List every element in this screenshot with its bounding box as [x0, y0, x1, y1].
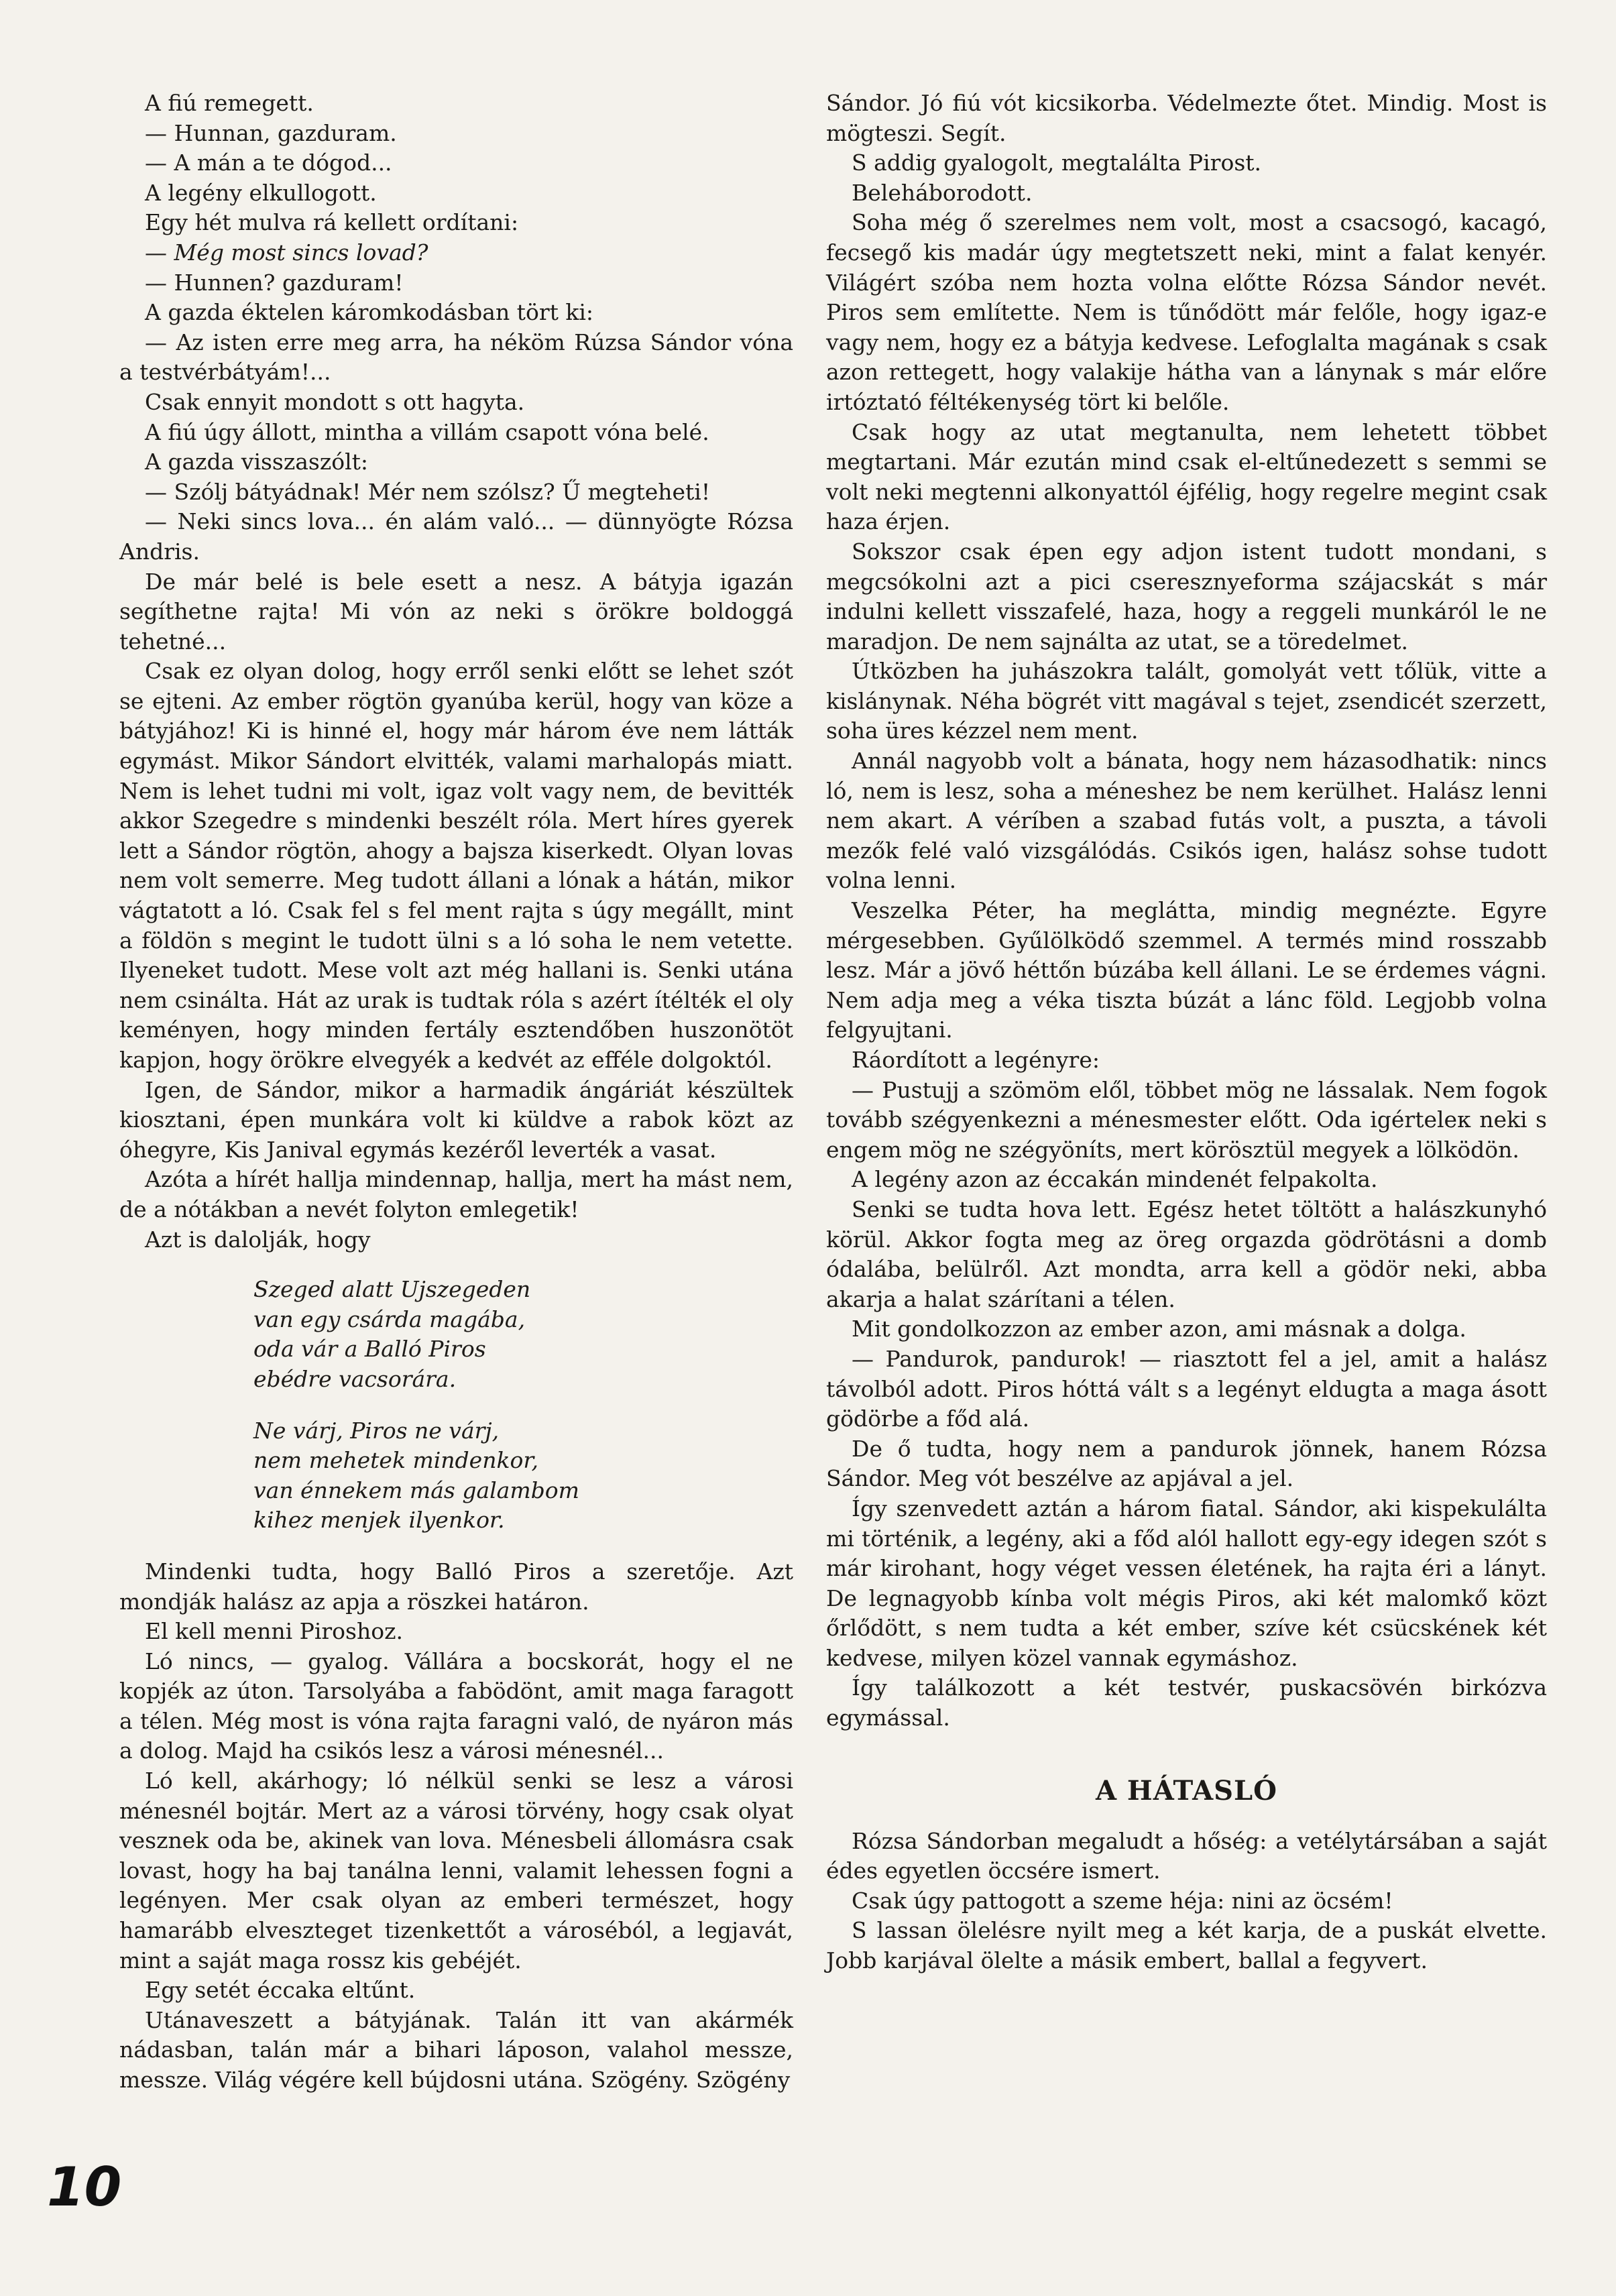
paragraph: Sándor. Jó fiú vót kicsikorba. Védelmezte őtet. Mindig. Most is mögteszi. Segít. [826, 90, 1547, 146]
poem-line: van egy csárda magába, [253, 1306, 526, 1332]
poem-line: van énnekem más galambom [253, 1477, 579, 1503]
paragraph: A gazda éktelen káromkodásban tört ki: [145, 299, 594, 326]
paragraph: Soha még ő szerelmes nem volt, most a csacsogó, kacagó, fecsegő kis madár úgy megtetszett neki, mint a falat kenyér. Világért szóba nem hozta volna előtte Rózsa Sándor nevét. Piros sem említette. Nem is tűnődött már felőle, hogy igaz-e vagy nem, hogy ez a bátyja kedvese. Lefoglalta magának s csak azon rettegett, hogy valakije hátha van a lánynak s már előre irtóztató féltékenység tört ki belőle. [826, 209, 1547, 415]
paragraph: Igen, de Sándor, mikor a harmadik ángáriát készültek kiosztani, épen munkára volt ki küldve a rabok közt az óhegyre, Kis Janival egymás kezéről leverték a vasat. [119, 1076, 793, 1163]
paragraph: A legény azon az éccakán mindenét felpakolta. [852, 1166, 1378, 1193]
paragraph: — Még most sincs lovad? [145, 239, 428, 266]
paragraph: Egy hét mulva rá kellett ordítani: [145, 209, 519, 236]
paragraph: A gazda visszaszólt: [145, 449, 369, 475]
paragraph: Rózsa Sándorban megaludt a hőség: a vetélytársában a saját édes egyetlen öccsére ismert. [826, 1827, 1547, 1884]
paragraph: Azt is dalolják, hogy [145, 1226, 371, 1253]
paragraph: Veszelka Péter, ha meglátta, mindig megnézte. Egyre mérgesebben. Gyűlölködő szemmel. A termés mind rosszabb lesz. Már a jövő héttőn búzába kell állani. Le se érdemes vágni. Nem adja meg a véka tiszta búzát a lánc föld. Legjobb volna felgyujtani. [826, 897, 1547, 1043]
paragraph: Ráordított a legényre: [852, 1047, 1100, 1073]
paragraph: Így találkozott a két testvér, puskacsövén birkózva egymással. [826, 1674, 1547, 1731]
poem-line: Szeged alatt Ujszegeden [253, 1276, 531, 1303]
poem-line: ebédre vacsorára. [253, 1365, 457, 1392]
paragraph: El kell menni Piroshoz. [145, 1618, 403, 1645]
poem-line: Ne várj, Piros ne várj, [253, 1417, 500, 1444]
paragraph: Egy setét éccaka eltűnt. [145, 1977, 416, 2004]
paragraph: Csak ez olyan dolog, hogy erről senki előtt se lehet szót se ejteni. Az ember rögtön gyanúba kerül, hogy van köze a bátyjához! Ki is hinné el, hogy már három éve nem látták egymást. Mikor Sándort elvitték, valami marhalopás miatt. Nem is lehet tudni mi volt, igaz volt vagy nem, de bevitték akkor Szegedre s mindenki beszélt róla. Mert híres gyerek lett a Sándor rögtön, ahogy a bajsza kiserkedt. Olyan lovas nem volt semerre. Meg tudott állani a lónak a hátán, mikor vágtatott a ló. Csak fel s fel ment rajta s úgy megállt, mint a földön s megint le tudott ülni s a ló soha le nem vetette. Ilyeneket tudott. Mese volt azt még hallani is. Senki utána nem csinálta. Hát az urak is tudtak róla s azért ítélték el oly keményen, hogy minden fertály esztendőben huszonötöt kapjon, hogy örökre elvegyék a kedvét az efféle dolgoktól. [119, 658, 793, 1073]
paragraph: Csak hogy az utat megtanulta, nem lehetett többet megtartani. Már ezután mind csak el-eltűnedezett s semmi se volt neki megtenni alkonyattól éjfélig, hogy regelre megint csak haza érjen. [826, 418, 1547, 535]
paragraph: Annál nagyobb volt a bánata, hogy nem házasodhatik: nincs ló, nem is lesz, soha a méneshez be nem kerülhet. Halász lenni nem akart. A véríben a szabad futás volt, a puszta, a távoli mezők felé való vizsgálódás. Csikós igen, halász sohse tudott volna lenni. [826, 748, 1547, 894]
page-number: 10 [47, 2156, 122, 2218]
paragraph: — A mán a te dógod... [145, 150, 392, 176]
paragraph: A fiú remegett. [145, 90, 314, 116]
paragraph: Mindenki tudta, hogy Balló Piros a szeretője. Azt mondják halász az apja a röszkei határon. [119, 1558, 793, 1615]
paragraph: De már belé is bele esett a nesz. A bátyja igazán segíthetne rajta! Mi vón az neki s örökre boldoggá tehetné... [119, 568, 793, 654]
poem-stanza [253, 1416, 793, 1536]
paragraph: S addig gyalogolt, megtalálta Pirost. [852, 150, 1262, 176]
right-column [826, 89, 1547, 1976]
paragraph: — Pandurok, pandurok! — riasztott fel a jel, amit a halász távolból adott. Piros hóttá vált s a legényt eldugta a maga ásott gödörbe a főd alá. [826, 1345, 1547, 1432]
paragraph: A legény elkullogott. [145, 179, 377, 206]
poem-line: kihez menjek ilyenkor. [253, 1507, 505, 1534]
paragraph: Csak úgy pattogott a szeme héja: nini az öcsém! [852, 1887, 1393, 1914]
paragraph: A fiú úgy állott, mintha a villám csapott vóna belé. [145, 418, 709, 445]
paragraph: S lassan ölelésre nyilt meg a két karja, de a puskát elvette. Jobb karjával ölelte a másik embert, ballal a fegyvert. [826, 1917, 1547, 1974]
paragraph: Ló nincs, — gyalog. Vállára a bocskorát, hogy el ne kopjék az úton. Tarsolyába a fabödönt, amit maga faragott a télen. Még most is vóna rajta faragni való, de nyáron más a dolog. Majd ha csikós lesz a városi ménesnél... [119, 1648, 793, 1764]
paragraph: Így szenvedett aztán a három fiatal. Sándor, aki kispekulálta mi történik, a legény, aki a főd alól hallott egy-egy idegen szót s már kirohant, hogy véget vessen életének, ha rajta éri a lányt. De legnagyobb kínba volt mégis Piros, aki két malomkő közt őrlődött, s nem tudta a két ember, szíve két csücskének két kedvese, milyen közel vannak egymáshoz. [826, 1495, 1547, 1671]
paragraph: Csak ennyit mondott s ott hagyta. [145, 388, 525, 415]
paragraph: — Hunnen? gazduram! [145, 269, 404, 296]
paragraph: Utánaveszett a bátyjának. Talán itt van akármék nádasban, talán már a bihari láposon, valahol messze, messze. Világ végére kell bújdosni utána. Szögény. Szögény [119, 2006, 793, 2093]
paragraph: — Pustujj a szömöm elől, többet mög ne lássalak. Nem fogok tovább szégyenkezni a ménesmester előtt. Oda igérteleк neki s engem mög ne szégyöníts, mert körösztül megyek a lölködön. [826, 1076, 1547, 1163]
poem-line: oda vár a Balló Piros [253, 1336, 486, 1363]
section-title: A HÁTASLÓ [1095, 1774, 1278, 1806]
paragraph: — Szólj bátyádnak! Mér nem szólsz? Ű megteheti! [145, 478, 711, 505]
paragraph: Útközben ha juhászokra talált, gomolyát vett tőlük, vitte a kislánynak. Néha bögrét vitt magával s tejet, zsendicét szerzett, soha üres kézzel nem ment. [826, 658, 1547, 744]
poem-line: nem mehetek mindenkor, [253, 1447, 538, 1474]
left-column [119, 89, 793, 2096]
paragraph: Sokszor csak épen egy adjon istent tudott mondani, s megcsókolni azt a pici cseresznyeforma szájacskát s már indulni kellett visszafelé, haza, hogy a reggeli munkáról le ne maradjon. De nem sajnálta az utat, se a töredelmet. [826, 538, 1547, 654]
paragraph: Ló kell, akárhogy; ló nélkül senki se lesz a városi ménesnél bojtár. Mert az a városi törvény, hogy csak olyat vesznek oda be, akinek van lova. Ménesbeli állomásra csak lovast, hogy ha baj tanálna lenni, valamit lehessen fogni a legényen. Mer csak olyan az emberi természet, hogy hamarább elveszteget tizenkettőt a városéból, a legjavát, mint a saját maga rossz kis gebéjét. [119, 1768, 793, 1973]
paragraph: Senki se tudta hova lett. Egész hetet töltött a halászkunyhó körül. Akkor fogta meg az öreg orgazda gödrötásni a domb ódalába, belülről. Azt mondta, arra kell a gödör neki, abba akarja a halat szárítani a télen. [826, 1196, 1547, 1312]
poem [119, 1275, 793, 1536]
paragraph: De ő tudta, hogy nem a pandurok jönnek, hanem Rózsa Sándor. Meg vót beszélve az apjával a jel. [826, 1435, 1547, 1492]
paragraph: Mit gondolkozzon az ember azon, ami másnak a dolga. [852, 1316, 1466, 1342]
paragraph: — Hunnan, gazduram. [145, 119, 397, 146]
paragraph: — Az isten erre meg arra, ha néköm Rúzsa Sándor vóna a testvérbátyám!... [119, 329, 793, 386]
poem-stanza [253, 1275, 793, 1394]
italic-question: Még most sincs lovad? [174, 239, 428, 266]
paragraph: Beleháborodott. [852, 179, 1033, 206]
paragraph: — Neki sincs lova... én alám való... — dünnyögte Rózsa Andris. [119, 508, 793, 565]
paragraph: Azóta a hírét hallja mindennap, hallja, mert ha mást nem, de a nótákban a nevét folyton emlegetik! [119, 1166, 793, 1222]
